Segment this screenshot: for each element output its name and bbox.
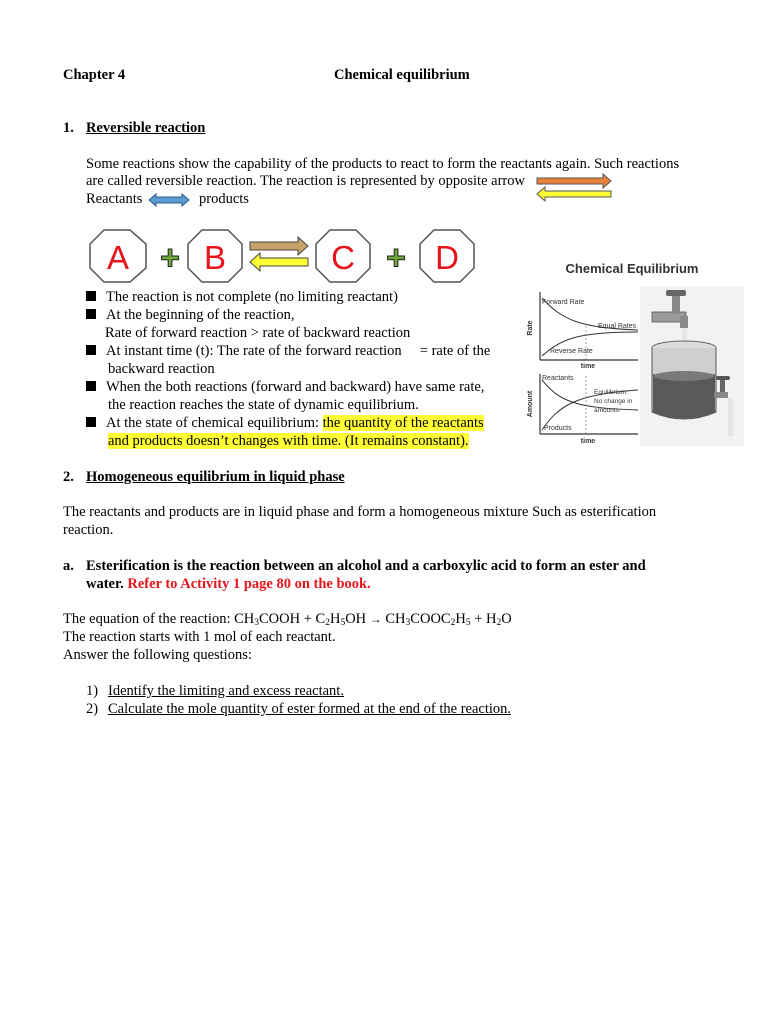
equal-rates-label: Equal Rates [598, 323, 637, 330]
octagon-b [188, 230, 242, 282]
answer-instruction: Answer the following questions: [63, 647, 252, 663]
reversible-arrows-icon [535, 172, 613, 202]
bullet-square-icon [86, 381, 96, 391]
bullet-square-icon [86, 291, 96, 301]
reverse-rate-label: Reverse Rate [550, 348, 593, 355]
question-2-text: Calculate the mole quantity of ester formed at the end of the reaction. [108, 701, 512, 717]
bullet-3-continuation: backward reaction [108, 361, 215, 377]
equilibrium-note-3: amounts. [594, 407, 621, 414]
letter-a: A [106, 239, 130, 276]
section1-para-line1: Some reactions show the capability of the products to react to form the reactants again. Such reactions [86, 156, 680, 172]
highlight-text: and products doesn’t changes with time. (It remains constant). [108, 433, 469, 449]
plus-sign-2: + [386, 239, 406, 277]
products-curve-label: Products [544, 425, 572, 432]
page-title: Chemical equilibrium [334, 67, 470, 83]
reactants-curve-label: Reactants [542, 375, 574, 382]
equilibrium-note-2: No change in [594, 398, 633, 405]
reaction-start-line: The reaction starts with 1 mol of each reactant. [63, 629, 336, 645]
products-label: products [199, 191, 249, 207]
equilibrium-equation-graphic [88, 228, 480, 284]
octagon-c [316, 230, 370, 282]
section2-heading: Homogeneous equilibrium in liquid phase [86, 469, 345, 485]
reactants-label: Reactants [86, 191, 143, 207]
bullet-square-icon [86, 417, 96, 427]
octagon-a [90, 230, 146, 282]
bullet-5: At the state of chemical equilibrium: the quantity of the reactants [86, 414, 484, 432]
chemical-equilibrium-figure [522, 256, 744, 448]
double-arrow-icon [148, 193, 190, 207]
amount-axis-label: Amount [527, 390, 534, 418]
section2-number: 2. [63, 469, 74, 485]
reaction-equation: The equation of the reaction: $CH_3COOH + C_2H_5OH$ → $CH_3COOC_2H_5 + H_2O$ [63, 611, 512, 628]
section1-heading: Reversible reaction [86, 120, 206, 136]
chapter-label: Chapter 4 [63, 67, 126, 83]
bullet-2: At the beginning of the reaction, [86, 306, 294, 324]
figure-title: Chemical Equilibrium [565, 261, 699, 276]
part-a-line1: Esterification is the reaction between an alcohol and a carboxylic acid to form an ester and [86, 558, 646, 574]
bullet-2-continuation: Rate of forward reaction > rate of backward reaction [105, 325, 411, 341]
bullet-4-continuation: the reaction reaches the state of dynamic equilibrium. [108, 397, 419, 413]
question-2-number: 2) [86, 701, 99, 717]
bullet-square-icon [86, 309, 96, 319]
section1-para-line2: are called reversible reaction. The reaction is represented by opposite arrow [86, 173, 525, 189]
forward-rate-label: Forward Rate [542, 299, 585, 306]
octagon-d [420, 230, 474, 282]
time-axis-label-bottom: time [580, 438, 596, 445]
time-axis-label-top: time [580, 363, 596, 370]
reversible-arrow-large-icon [250, 237, 308, 271]
plus-sign-1: + [160, 239, 180, 277]
section1-number: 1. [63, 120, 74, 136]
part-a-label: a. [63, 558, 74, 574]
part-a-line2: water. Refer to Activity 1 page 80 on the book. [86, 576, 371, 592]
section2-para-line1: The reactants and products are in liquid phase and form a homogeneous mixture Such as esterification [63, 504, 657, 520]
activity-reference: Refer to Activity 1 page 80 on the book. [127, 576, 371, 592]
bullet-1: The reaction is not complete (no limiting reactant) [86, 288, 398, 306]
question-1-text: Identify the limiting and excess reactant. [108, 683, 344, 699]
bullet-square-icon [86, 345, 96, 355]
question-1-number: 1) [86, 683, 99, 699]
rate-axis-label: Rate [527, 320, 534, 336]
section2-para-line2: reaction. [63, 522, 114, 538]
bullet-5-continuation [108, 432, 469, 450]
bullet-3: At instant time (t): The rate of the forward reaction = rate of the [86, 342, 490, 360]
letter-c: C [331, 239, 355, 276]
faucet-tank-icon [640, 286, 744, 446]
bullet-4: When the both reactions (forward and backward) have same rate, [86, 378, 484, 396]
highlight-text: the quantity of the reactants [322, 415, 484, 431]
letter-d: D [435, 239, 459, 276]
equilibrium-note-1: Equilibrium: [594, 389, 628, 396]
letter-b: B [203, 239, 227, 276]
